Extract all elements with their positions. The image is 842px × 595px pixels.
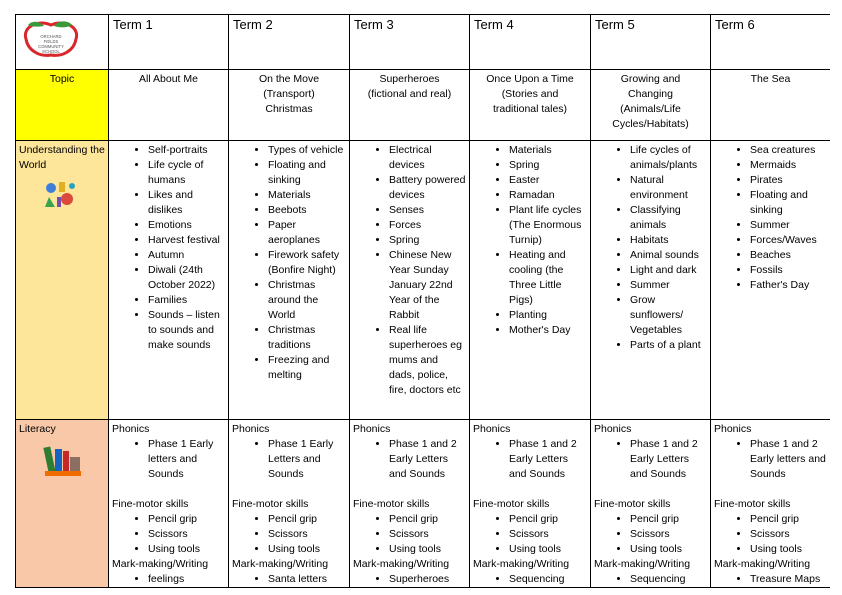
mark-making-label: Mark-making/Writing (112, 558, 209, 570)
phonics-item: • Phase 1 Early letters and Sounds (148, 437, 225, 482)
mark-making-item: • Treasure Maps (750, 572, 827, 587)
phonics-label: Phonics (473, 423, 511, 435)
phonics-list (714, 437, 827, 482)
mark-making-label: Mark-making/Writing (353, 558, 450, 570)
curriculum-page (15, 14, 830, 591)
uw-list-6 (714, 143, 827, 293)
fine-motor-label: Fine-motor skills (112, 498, 189, 510)
term-4-header: Term 4 (470, 15, 591, 70)
fine-motor-item: • Using tools (389, 542, 466, 557)
uw-item: • Christmas around the World (268, 278, 346, 323)
fine-motor-item: • Scissors (389, 527, 466, 542)
fine-motor-item: • Pencil grip (750, 512, 827, 527)
fine-motor-list (112, 512, 225, 557)
mark-making-label: Mark-making/Writing (473, 558, 570, 570)
fine-motor-label: Fine-motor skills (594, 498, 671, 510)
literacy-term-5 (591, 420, 711, 588)
fine-motor-item: • Scissors (148, 527, 225, 542)
uw-item: • Self-portraits (148, 143, 225, 158)
uw-item: • Classifying animals (630, 203, 707, 233)
uw-item: • Ramadan (509, 188, 587, 203)
mark-making-label: Mark-making/Writing (594, 558, 691, 570)
phonics-item: • Phase 1 Early Letters and Sounds (268, 437, 346, 482)
spacer (232, 482, 346, 497)
uw-term-3 (350, 141, 470, 420)
fine-motor-item: • Pencil grip (630, 512, 707, 527)
uw-item: • Mother's Day (509, 323, 587, 338)
uw-item: • Forces/Waves (750, 233, 827, 248)
books-icon (43, 443, 83, 477)
term-1-header: Term 1 (109, 15, 229, 70)
phonics-label: Phonics (594, 423, 632, 435)
fine-motor-label: Fine-motor skills (232, 498, 309, 510)
term-3-header: Term 3 (350, 15, 470, 70)
science-icon (43, 179, 77, 209)
mark-making-item: • feelings (148, 572, 225, 587)
svg-text:COMMUNITY: COMMUNITY (38, 44, 64, 49)
fine-motor-item: • Pencil grip (389, 512, 466, 527)
spacer (112, 482, 225, 497)
fine-motor-label: Fine-motor skills (714, 498, 791, 510)
uw-item: • Beebots (268, 203, 346, 218)
uw-item: • Animal sounds (630, 248, 707, 263)
uw-term-1 (109, 141, 229, 420)
term-2-header: Term 2 (229, 15, 350, 70)
uw-item: • Forces (389, 218, 466, 233)
term-5-header: Term 5 (591, 15, 711, 70)
uw-item: • Summer (630, 278, 707, 293)
fine-motor-list (232, 512, 346, 557)
phonics-item: • Phase 1 and 2 Early letters and Sounds (750, 437, 827, 482)
phonics-label: Phonics (353, 423, 391, 435)
fine-motor-item: • Pencil grip (509, 512, 587, 527)
uw-item: • Families (148, 293, 225, 308)
literacy-term-6 (711, 420, 831, 588)
fine-motor-item: • Scissors (509, 527, 587, 542)
uw-item: • Electrical devices (389, 143, 466, 173)
svg-text:ORCHARD: ORCHARD (40, 34, 62, 39)
phonics-list (473, 437, 587, 482)
phonics-list (112, 437, 225, 482)
uw-item: • Battery powered devices (389, 173, 466, 203)
phonics-item: • Phase 1 and 2 Early Letters and Sounds (389, 437, 466, 482)
mark-making-item: • Sequencing (630, 572, 707, 587)
literacy-label: Literacy (19, 423, 56, 435)
uw-item: • Freezing and melting (268, 353, 346, 383)
uw-item: • Christmas traditions (268, 323, 346, 353)
understanding-world-label: Understanding the World (19, 144, 105, 171)
uw-item: • Paper aeroplanes (268, 218, 346, 248)
topic-label: Topic (16, 70, 109, 141)
uw-term-4 (470, 141, 591, 420)
topic-term-2: On the Move (Transport) Christmas (229, 70, 350, 141)
uw-item: • Real life superheroes eg mums and dads, police, fire, doctors etc (389, 323, 466, 398)
uw-item: • Harvest festival (148, 233, 225, 248)
understanding-world-label-cell (16, 141, 109, 420)
uw-item: • Parts of a plant (630, 338, 707, 353)
literacy-row (16, 420, 831, 588)
uw-item: • Floating and sinking (750, 188, 827, 218)
uw-list-5 (594, 143, 707, 353)
uw-item: • Types of vehicle (268, 143, 346, 158)
spacer (594, 482, 707, 497)
mark-making-label: Mark-making/Writing (714, 558, 811, 570)
fine-motor-item: • Scissors (750, 527, 827, 542)
uw-item: • Floating and sinking (268, 158, 346, 188)
uw-item: • Firework safety (Bonfire Night) (268, 248, 346, 278)
header-row (16, 15, 831, 70)
phonics-list (594, 437, 707, 482)
topic-row (16, 70, 831, 141)
fine-motor-item: • Using tools (630, 542, 707, 557)
uw-item: • Mermaids (750, 158, 827, 173)
uw-item: • Likes and dislikes (148, 188, 225, 218)
uw-item: • Autumn (148, 248, 225, 263)
uw-item: • Father's Day (750, 278, 827, 293)
uw-item: • Beaches (750, 248, 827, 263)
uw-term-2 (229, 141, 350, 420)
uw-item: • Spring (389, 233, 466, 248)
literacy-term-2 (229, 420, 350, 588)
svg-text:SCHOOL: SCHOOL (42, 49, 60, 54)
uw-list-2 (232, 143, 346, 383)
topic-term-1: All About Me (109, 70, 229, 141)
mark-making-list (232, 572, 346, 587)
uw-item: • Materials (509, 143, 587, 158)
uw-item: • Diwali (24th October 2022) (148, 263, 225, 293)
uw-item: • Spring (509, 158, 587, 173)
fine-motor-item: • Using tools (268, 542, 346, 557)
fine-motor-item: • Scissors (268, 527, 346, 542)
uw-item: • Emotions (148, 218, 225, 233)
uw-item: • Senses (389, 203, 466, 218)
phonics-label: Phonics (232, 423, 270, 435)
phonics-list (232, 437, 346, 482)
uw-item: • Pirates (750, 173, 827, 188)
uw-item: • Chinese New Year Sunday January 22nd Year of the Rabbit (389, 248, 466, 323)
understanding-world-row (16, 141, 831, 420)
mark-making-list (112, 572, 225, 587)
uw-item: • Planting (509, 308, 587, 323)
mark-making-item: • Superheroes (389, 572, 466, 587)
uw-item: • Light and dark (630, 263, 707, 278)
uw-item: • Heating and cooling (the Three Little Pigs) (509, 248, 587, 308)
fine-motor-item: • Pencil grip (148, 512, 225, 527)
logo-cell (16, 15, 109, 70)
uw-item: • Sea creatures (750, 143, 827, 158)
fine-motor-item: • Using tools (148, 542, 225, 557)
fine-motor-list (714, 512, 827, 557)
fine-motor-label: Fine-motor skills (473, 498, 550, 510)
uw-item: • Materials (268, 188, 346, 203)
literacy-term-1 (109, 420, 229, 588)
literacy-label-cell (16, 420, 109, 588)
term-6-header: Term 6 (711, 15, 831, 70)
uw-item: • Fossils (750, 263, 827, 278)
uw-item: • Easter (509, 173, 587, 188)
fine-motor-item: • Using tools (509, 542, 587, 557)
phonics-label: Phonics (112, 423, 150, 435)
literacy-term-3 (350, 420, 470, 588)
mark-making-list (594, 572, 707, 587)
uw-item: • Habitats (630, 233, 707, 248)
mark-making-label: Mark-making/Writing (232, 558, 329, 570)
fine-motor-label: Fine-motor skills (353, 498, 430, 510)
topic-term-6: The Sea (711, 70, 831, 141)
phonics-list (353, 437, 466, 482)
fine-motor-item: • Scissors (630, 527, 707, 542)
mark-making-list (473, 572, 587, 587)
uw-item: • Grow sunflowers/ Vegetables (630, 293, 707, 338)
mark-making-item: • Sequencing (509, 572, 587, 587)
mark-making-list (353, 572, 466, 587)
uw-item: • Natural environment (630, 173, 707, 203)
uw-list-3 (353, 143, 466, 398)
uw-item: • Life cycle of humans (148, 158, 225, 188)
fine-motor-item: • Using tools (750, 542, 827, 557)
school-logo-icon (18, 17, 84, 59)
uw-item: • Sounds – listen to sounds and make sounds (148, 308, 225, 353)
spacer (473, 482, 587, 497)
uw-list-4 (473, 143, 587, 338)
literacy-term-4 (470, 420, 591, 588)
curriculum-table (15, 14, 830, 588)
fine-motor-item: • Pencil grip (268, 512, 346, 527)
topic-term-4: Once Upon a Time (Stories and traditional tales) (470, 70, 591, 141)
spacer (353, 482, 466, 497)
mark-making-list (714, 572, 827, 587)
uw-list-1 (112, 143, 225, 353)
svg-text:FIELDS: FIELDS (43, 39, 59, 44)
fine-motor-list (353, 512, 466, 557)
uw-item: • Life cycles of animals/plants (630, 143, 707, 173)
uw-item: • Summer (750, 218, 827, 233)
uw-term-6 (711, 141, 831, 420)
uw-term-5 (591, 141, 711, 420)
phonics-item: • Phase 1 and 2 Early Letters and Sounds (630, 437, 707, 482)
topic-term-3: Superheroes (fictional and real) (350, 70, 470, 141)
phonics-item: • Phase 1 and 2 Early Letters and Sounds (509, 437, 587, 482)
fine-motor-list (473, 512, 587, 557)
phonics-label: Phonics (714, 423, 752, 435)
fine-motor-list (594, 512, 707, 557)
mark-making-item: • Santa letters (268, 572, 346, 587)
topic-term-5: Growing and Changing (Animals/Life Cycles/Habitats) (591, 70, 711, 141)
spacer (714, 482, 827, 497)
uw-item: • Plant life cycles (The Enormous Turnip) (509, 203, 587, 248)
